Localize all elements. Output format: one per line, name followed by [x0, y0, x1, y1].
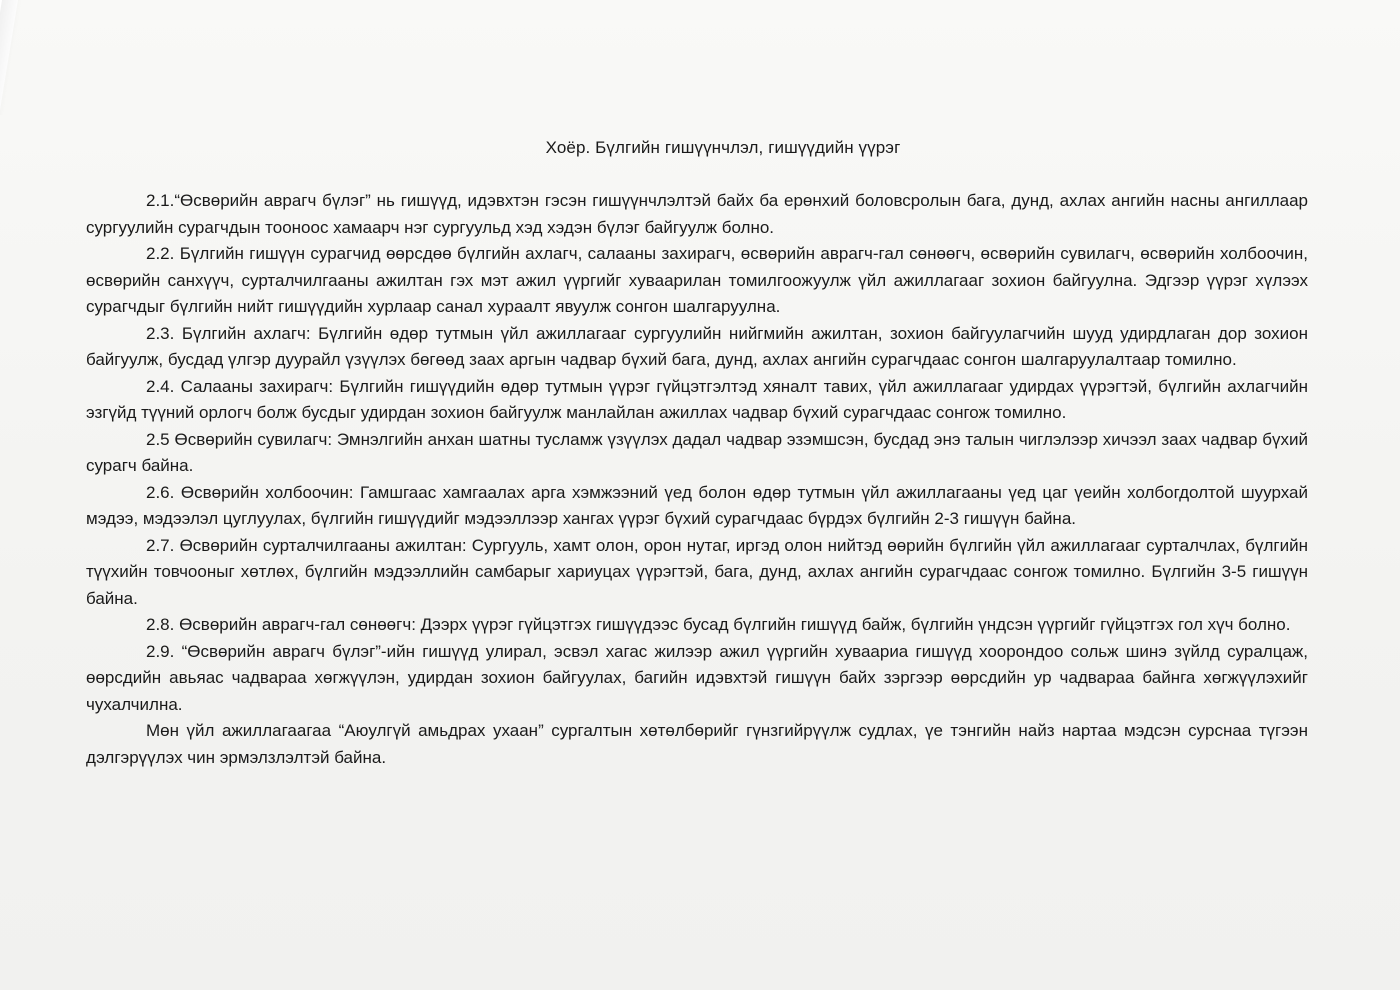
section-title: Хоёр. Бүлгийн гишүүнчлэл, гишүүдийн үүрэг [545, 138, 901, 157]
paragraph-2-8: 2.8. Өсвөрийн аврагч-гал сөнөөгч: Дээрх үүрэг гүйцэтгэх гишүүдээс бусад бүлгийн гишүүд байж, бүлгийн үндсэн үүргийг гүйцэтгэх гол хүч болно. [146, 615, 1291, 634]
paragraph-2-4: 2.4. Салааны захирагч: Бүлгийн гишүүдийн өдөр тутмын үүрэг гүйцэтгэлтэд хяналт тавих, үйл ажиллагааг удирдах үүрэгтэй, бүлгийн ахлагчийн эзгүйд түүний орлогч болж бусдыг удирдан зохион байгуулж манлайлан ажиллах чадвар бүхий сурагчдаас сонгож томилно. [86, 376, 1308, 422]
paragraph-closing: Мөн үйл ажиллагаагаа “Аюулгүй амьдрах ухаан” сургалтын хөтөлбөрийг гүнзгийрүүлж судлах, үе тэнгийн найз нартаа мэдсэн сурснаа түгээн дэлгэрүүлэх чин эрмэлзлэлтэй байна. [86, 721, 1308, 767]
paragraph-2-1: 2.1.“Өсвөрийн аврагч бүлэг” нь гишүүд, идэвхтэн гэсэн гишүүнчлэлтэй байх ба ерөнхий боловсролын бага, дунд, ахлах ангийн насны ангиллаар сургуулийн сурагчдын тооноос хамаарч нэг сургуульд хэд хэдэн бүлэг байгуулж болно. [86, 191, 1308, 237]
paragraph-2-9: 2.9. “Өсвөрийн аврагч бүлэг”-ийн гишүүд улирал, эсвэл хагас жилээр ажил үүргийн хуваариа гишүүд хоорондоо сольж шинэ зүйлд суралцаж, өөрсдийн авьяас чадвараа хөгжүүлэн, удирдан зохион байгуулах, багийн идэвхтэй гишүүн байх зэргээр өөрсдийн ур чадвараа байнга хөгжүүлэхийг чухалчилна. [86, 641, 1308, 714]
paragraph-2-6: 2.6. Өсвөрийн холбоочин: Гамшгаас хамгаалах арга хэмжээний үед болон өдөр тутмын үйл ажиллагааны үед цаг үеийн холбогдолтой шуурхай мэдээ, мэдээлэл цуглуулах, бүлгийн гишүүдийг мэдээллээр хангах үүрэг бүхий сурагчдаас бүрдэх бүлгийн 2-3 гишүүн байна. [86, 482, 1308, 528]
document-body [86, 188, 1308, 771]
paragraph-2-7: 2.7. Өсвөрийн сурталчилгааны ажилтан: Сургууль, хамт олон, орон нутаг, иргэд олон нийтэд өөрийн бүлгийн үйл ажиллагааг сурталчлах, бүлгийн түүхийн товчооныг хөтлөх, бүлгийн мэдээллийн самбарыг хариуцах үүрэгтэй, бага, дунд, ахлах ангийн сурагчдаас сонгож томилно. Бүлгийн 3-5 гишүүн байна. [86, 535, 1308, 608]
paragraph-2-5: 2.5 Өсвөрийн сувилагч: Эмнэлгийн анхан шатны тусламж үзүүлэх дадал чадвар эзэмшсэн, бусдад энэ талын чиглэлээр хичээл заах чадвар бүхий сурагч байна. [86, 429, 1308, 475]
paragraph-2-2: 2.2. Бүлгийн гишүүн сурагчид өөрсдөө бүлгийн ахлагч, салааны захирагч, өсвөрийн аврагч-гал сөнөөгч, өсвөрийн сувилагч, өсвөрийн холбоочин, өсвөрийн санхүүч, сурталчилгааны ажилтан гэх мэт ажил үүргийг хуваарилан томилгоожуулж үйл ажиллагааг зохион байгуулна. Эдгээр үүрэг хүлээх сурагчдыг бүлгийн нийт гишүүдийн хурлаар санал хураалт явуулж сонгон шалгаруулна. [86, 244, 1308, 316]
paragraph-2-3: 2.3. Бүлгийн ахлагч: Бүлгийн өдөр тутмын үйл ажиллагааг сургуулийн нийгмийн ажилтан, зохион байгуулагчийн шууд удирдлаган дор зохион байгуулж, бусдад үлгэр дуурайл үзүүлэх бөгөөд заах аргын чадвар бүхий бага, дунд, ахлах ангийн сурагчдаас сонгон шалгаруулалтаар томилно. [86, 323, 1308, 369]
